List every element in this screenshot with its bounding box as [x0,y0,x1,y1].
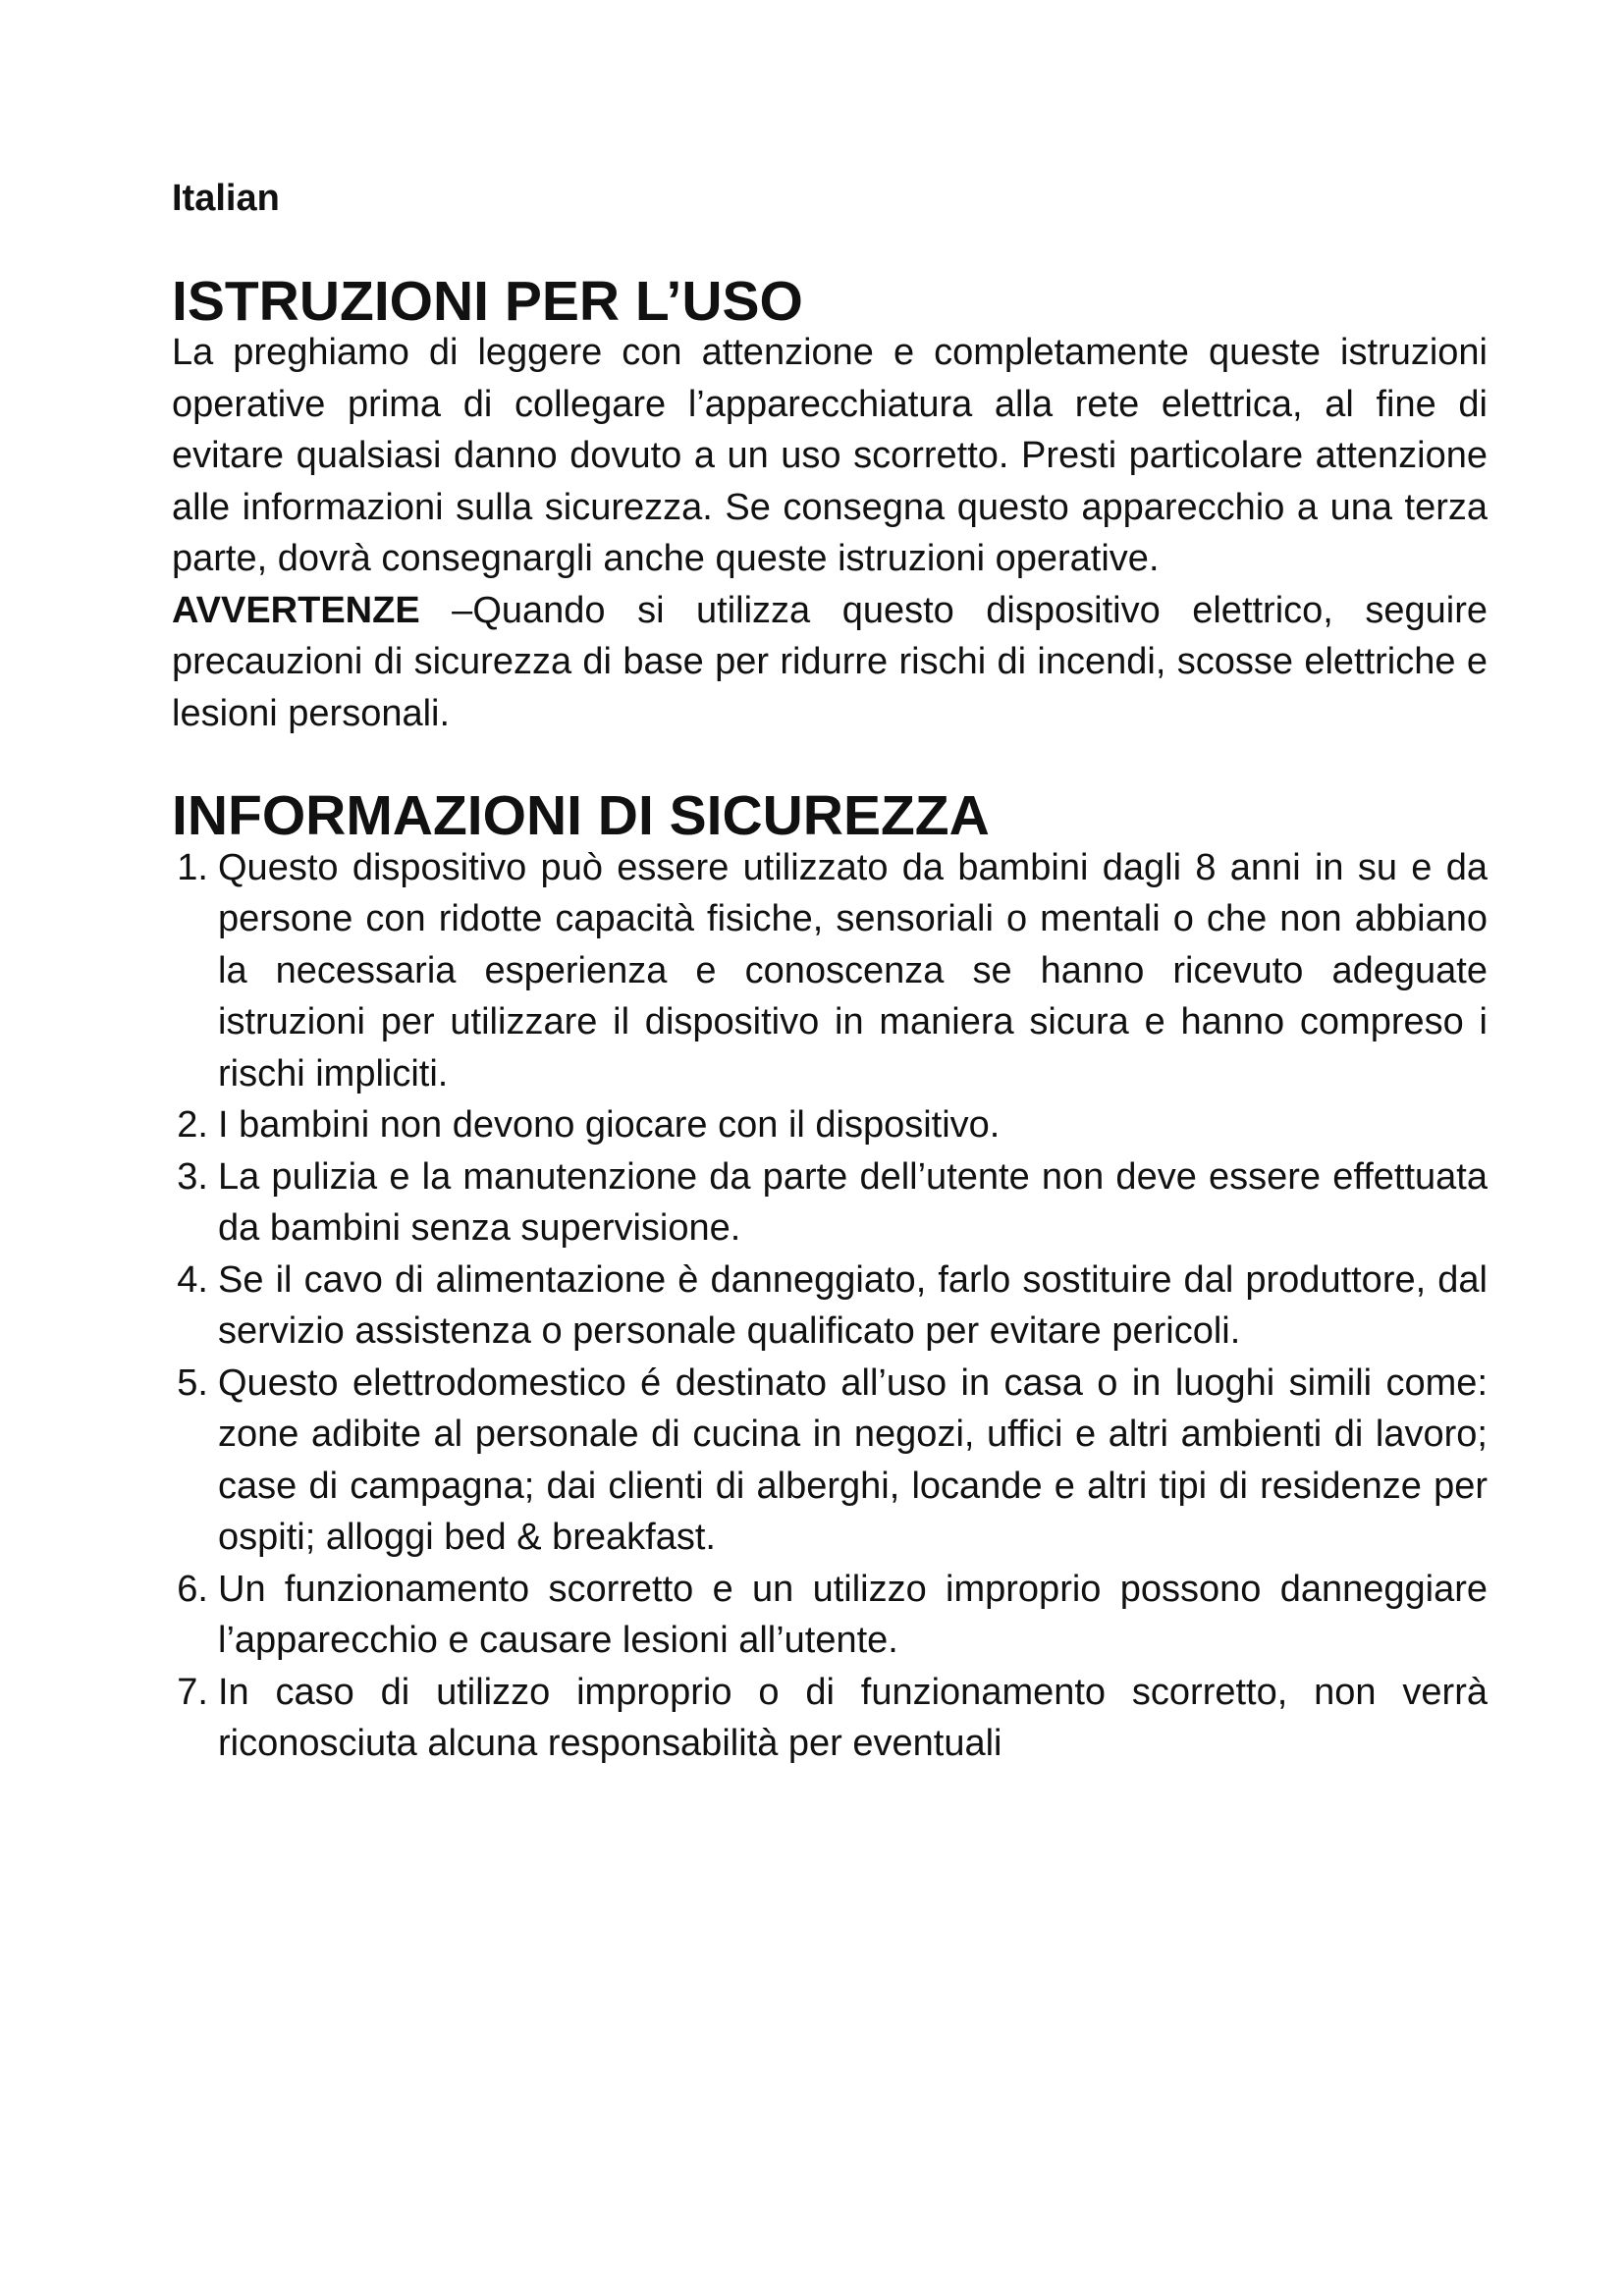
list-item-text: I bambini non devono giocare con il dispositivo. [218,1104,1001,1146]
instructions-paragraph: La preghiamo di leggere con attenzione e completamente queste istruzioni operative prima di collegare l’apparecchiatura alla rete elettrica, al fine di evitare qualsiasi danno dovuto a un uso scorretto. Presti particolare attenzione alle informazioni sulla sicurezza. Se consegna questo apparecchio a una terza parte, dovrà consegnargli anche queste istruzioni operative. [172,332,1488,579]
instructions-heading: ISTRUZIONI PER L’USO [172,269,803,333]
warning-text: –Quando si utilizza questo dispositivo elettrico, seguire precauzioni di sicurezza di base per ridurre rischi di incendi, scosse elettriche e lesioni personali. [172,589,1488,734]
list-item-number: 7. [177,1671,208,1713]
list-item [172,1151,1488,1255]
safety-heading: INFORMAZIONI DI SICUREZZA [172,784,990,847]
list-item-text: Questo elettrodomestico é destinato all’uso in casa o in luoghi simili come: zone adibite al personale di cucina in negozi, uffici e altri ambienti di lavoro; case di campagna; dai clienti di alberghi, locande e altri tipi di residenze per ospiti; alloggi bed & breakfast. [218,1362,1488,1558]
language-label: Italian [172,178,280,219]
warning-paragraph [172,585,1488,740]
list-item-text: In caso di utilizzo improprio o di funzionamento scorretto, non verrà riconosciuta alcuna responsabilità per eventuali [218,1671,1488,1764]
list-item-text: Se il cavo di alimentazione è danneggiato, farlo sostituire dal produttore, dal servizio assistenza o personale qualificato per evitare pericoli. [218,1258,1488,1352]
document-page [172,173,1488,1770]
list-item-number: 4. [177,1258,208,1301]
list-item-text: La pulizia e la manutenzione da parte dell’utente non deve essere effettuata da bambini senza supervisione. [218,1155,1488,1249]
list-item [172,1564,1488,1667]
list-item [172,1255,1488,1358]
list-item [172,1667,1488,1770]
safety-list [172,842,1488,1770]
section-spacer [172,739,1488,790]
list-item-text: Un funzionamento scorretto e un utilizzo improprio possono danneggiare l’apparecchio e causare lesioni all’utente. [218,1568,1488,1661]
list-item [172,1358,1488,1564]
list-item-number: 2. [177,1104,208,1146]
list-item-number: 1. [177,846,208,888]
list-item-number: 6. [177,1568,208,1610]
list-item-number: 3. [177,1155,208,1198]
list-item-text: Questo dispositivo può essere utilizzato da bambini dagli 8 anni in su e da persone con ridotte capacità fisiche, sensoriali o mentali o che non abbiano la necessaria esperienza e conoscenza se hanno ricevuto adeguate istruzioni per utilizzare il dispositivo in maniera sicura e hanno compreso i rischi impliciti. [218,846,1488,1095]
warning-label: AVVERTENZE [172,589,420,631]
list-item [172,1099,1488,1151]
list-item-number: 5. [177,1362,208,1404]
list-item [172,842,1488,1100]
